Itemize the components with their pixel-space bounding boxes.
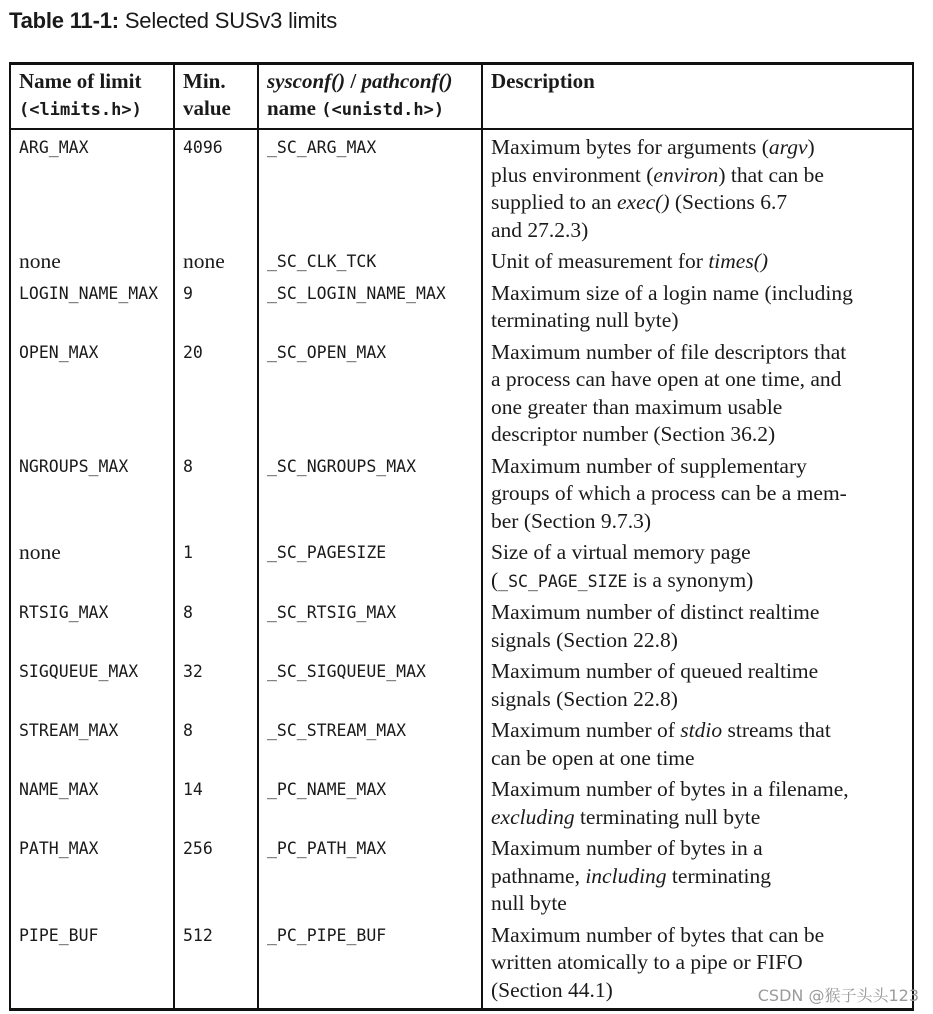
- sysconf-name: _PC_PATH_MAX: [258, 831, 482, 918]
- table-row: [10, 449, 913, 536]
- caption-title: Selected SUSv3 limits: [124, 8, 338, 33]
- table-row: [10, 713, 913, 772]
- min-value: none: [174, 244, 258, 276]
- limit-name: NAME_MAX: [10, 772, 174, 831]
- description-text: supplied to an: [491, 190, 617, 214]
- description-text: Maximum size of a login name (including: [491, 280, 853, 305]
- description-text: groups of which a process can be a mem-: [491, 481, 847, 505]
- limit-description: [482, 831, 913, 918]
- sysconf-name: _PC_PIPE_BUF: [258, 918, 482, 1010]
- description-text: exec(): [617, 190, 670, 214]
- min-value: 256: [174, 831, 258, 918]
- caption-label: Table 11-1:: [9, 8, 119, 33]
- description-text: written atomically to a pipe or FIFO: [491, 950, 803, 974]
- table-row: [10, 129, 913, 244]
- table-header-row: [10, 64, 913, 130]
- description-text: signals (Section 22.8): [491, 686, 678, 711]
- table-row: [10, 595, 913, 654]
- description-text: _SC_PAGE_SIZE: [498, 571, 628, 591]
- header-func: sysconf() / pathconf() name (<unistd.h>): [258, 64, 482, 130]
- description-text: (Section 44.1): [491, 977, 613, 1002]
- limit-name: RTSIG_MAX: [10, 595, 174, 654]
- table-row: [10, 244, 913, 276]
- sysconf-name: _SC_SIGQUEUE_MAX: [258, 654, 482, 713]
- description-text: one greater than maximum usable: [491, 394, 783, 419]
- min-value: 4096: [174, 129, 258, 244]
- description-text: can be open at one time: [491, 745, 695, 770]
- table-row: [10, 831, 913, 918]
- limit-name: OPEN_MAX: [10, 335, 174, 449]
- table-row: [10, 535, 913, 595]
- min-value: 1: [174, 535, 258, 595]
- description-text: Maximum bytes for arguments (: [491, 135, 769, 159]
- limit-description: [482, 654, 913, 713]
- description-text: Unit of measurement for: [491, 249, 709, 273]
- description-text: signals (Section 22.8): [491, 627, 678, 652]
- description-text: Maximum number of bytes that can be: [491, 922, 825, 947]
- limit-name: ARG_MAX: [10, 129, 174, 244]
- description-text: ber (Section 9.7.3): [491, 508, 652, 533]
- limit-name: NGROUPS_MAX: [10, 449, 174, 536]
- limit-name: PIPE_BUF: [10, 918, 174, 1010]
- sysconf-name: _SC_PAGESIZE: [258, 535, 482, 595]
- min-value: 8: [174, 449, 258, 536]
- sysconf-name: _SC_NGROUPS_MAX: [258, 449, 482, 536]
- limit-name: LOGIN_NAME_MAX: [10, 276, 174, 335]
- limit-description: [482, 772, 913, 831]
- limit-description: [482, 244, 913, 276]
- table-row: [10, 335, 913, 449]
- description-text: stdio: [680, 718, 723, 742]
- description-text: (Sections 6.7: [669, 190, 788, 214]
- description-text: terminating: [666, 863, 772, 888]
- limit-name: STREAM_MAX: [10, 713, 174, 772]
- watermark: CSDN @猴子头头123: [757, 986, 919, 1005]
- description-text: plus environment (: [491, 162, 654, 187]
- min-value: 512: [174, 918, 258, 1010]
- min-value: 8: [174, 713, 258, 772]
- description-text: Maximum number of bytes in a: [491, 836, 763, 860]
- min-value: 32: [174, 654, 258, 713]
- limit-name: PATH_MAX: [10, 831, 174, 918]
- description-text: terminating null byte): [491, 308, 679, 332]
- sysconf-name: _SC_CLK_TCK: [258, 244, 482, 276]
- description-text: (: [491, 567, 499, 592]
- description-text: including: [585, 863, 667, 888]
- limit-name: none: [10, 244, 174, 276]
- sysconf-name: _SC_RTSIG_MAX: [258, 595, 482, 654]
- description-text: Maximum number of supplementary: [491, 453, 807, 478]
- description-text: ) that can be: [718, 162, 824, 187]
- header-name: Name of limit (<limits.h>): [10, 64, 174, 130]
- sysconf-name: _SC_STREAM_MAX: [258, 713, 482, 772]
- limit-description: [482, 335, 913, 449]
- limit-description: [482, 449, 913, 536]
- table-row: [10, 772, 913, 831]
- limit-description: [482, 713, 913, 772]
- description-text: times(): [708, 249, 769, 273]
- description-text: argv: [768, 135, 808, 159]
- description-text: Size of a virtual memory page: [491, 540, 751, 564]
- description-text: streams that: [722, 718, 831, 742]
- limits-table: [9, 62, 914, 1011]
- description-text: descriptor number (Section 36.2): [491, 422, 776, 446]
- description-text: null byte: [491, 891, 567, 915]
- limit-description: [482, 276, 913, 335]
- description-text: Maximum number of distinct realtime: [491, 600, 820, 624]
- header-desc: Description: [482, 64, 913, 130]
- description-text: Maximum number of bytes in a filename,: [491, 777, 849, 801]
- min-value: 14: [174, 772, 258, 831]
- description-text: is a synonym): [627, 567, 754, 592]
- sysconf-name: _SC_LOGIN_NAME_MAX: [258, 276, 482, 335]
- limit-description: [482, 595, 913, 654]
- description-text: excluding: [491, 804, 575, 829]
- description-text: and 27.2.3): [491, 217, 589, 242]
- limit-description: [482, 129, 913, 244]
- description-text: ): [807, 135, 815, 159]
- description-text: terminating null byte: [574, 804, 761, 829]
- description-text: environ: [653, 162, 719, 187]
- table-row: [10, 654, 913, 713]
- description-text: a process can have open at one time, and: [491, 367, 842, 391]
- description-text: Maximum number of: [491, 718, 681, 742]
- limit-description: [482, 535, 913, 595]
- min-value: 20: [174, 335, 258, 449]
- description-text: pathname,: [491, 863, 586, 888]
- sysconf-name: _PC_NAME_MAX: [258, 772, 482, 831]
- sysconf-name: _SC_ARG_MAX: [258, 129, 482, 244]
- min-value: 9: [174, 276, 258, 335]
- description-text: Maximum number of file descriptors that: [491, 339, 847, 364]
- description-text: Maximum number of queued realtime: [491, 659, 819, 683]
- table-caption: [9, 8, 337, 34]
- header-min: Min. value: [174, 64, 258, 130]
- limit-name: SIGQUEUE_MAX: [10, 654, 174, 713]
- min-value: 8: [174, 595, 258, 654]
- table-row: [10, 276, 913, 335]
- limit-name: none: [10, 535, 174, 595]
- sysconf-name: _SC_OPEN_MAX: [258, 335, 482, 449]
